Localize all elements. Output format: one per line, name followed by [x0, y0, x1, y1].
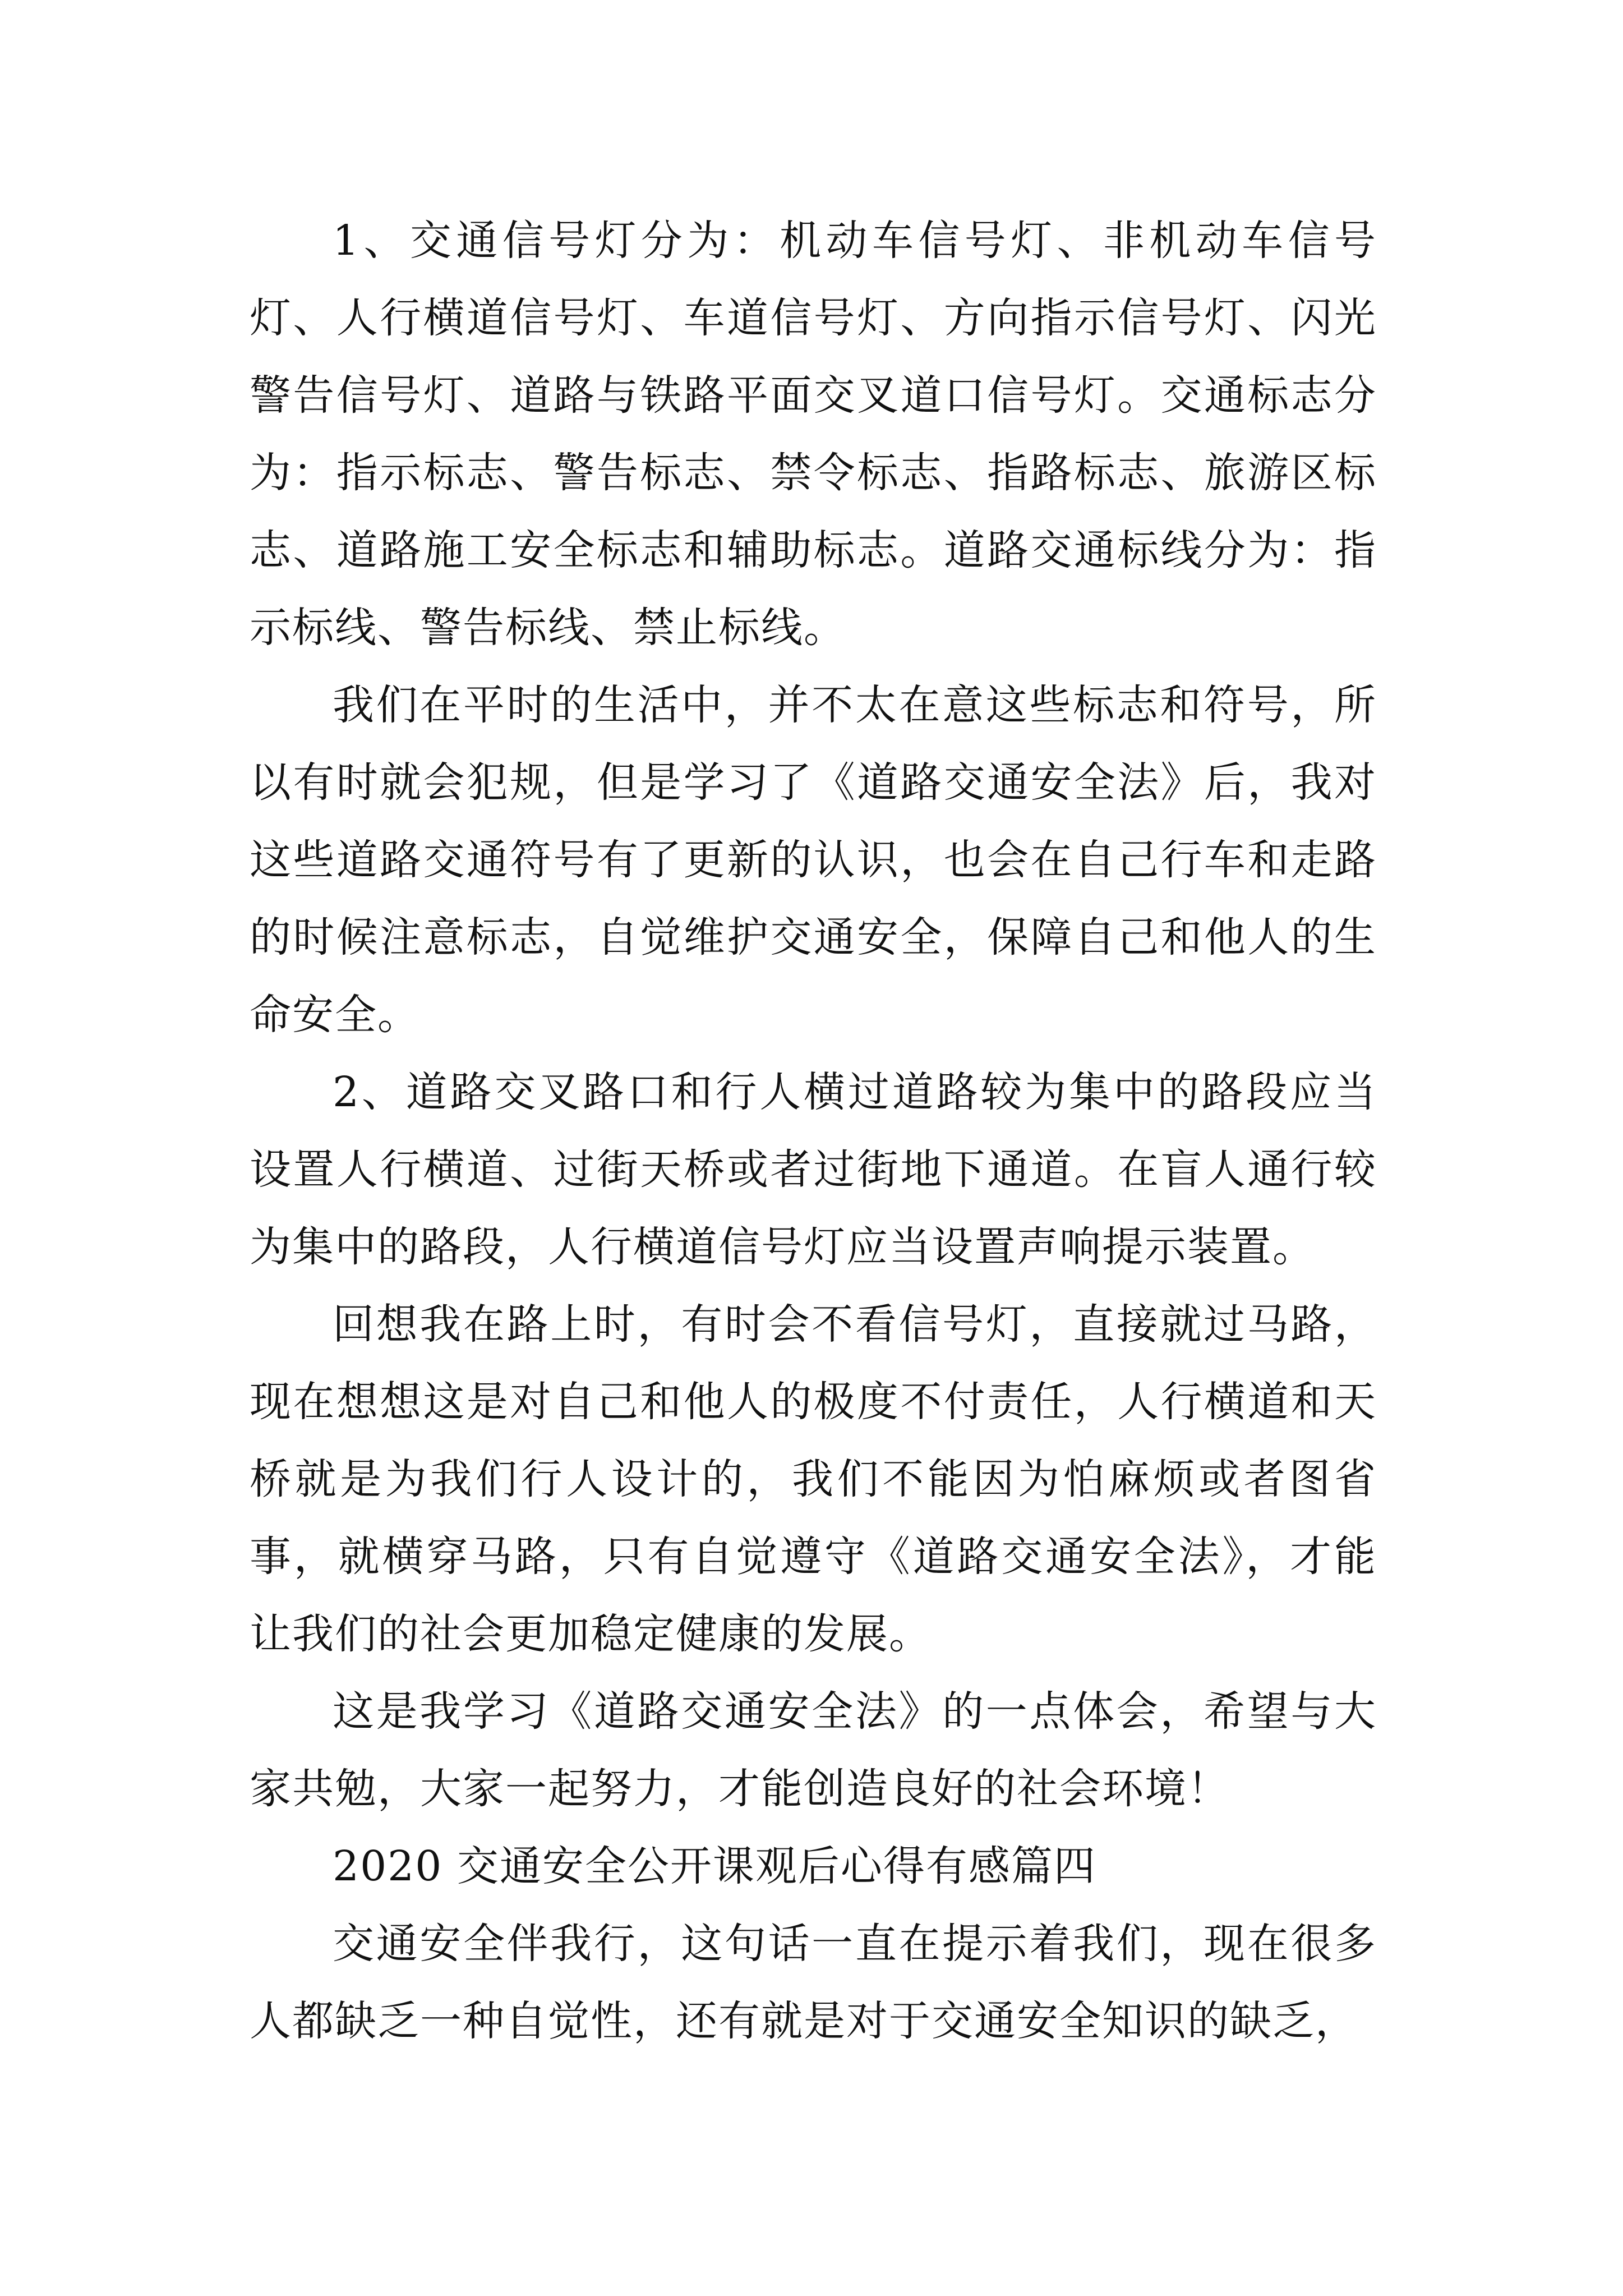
paragraph-section-four-intro: 交通安全伴我行，这句话一直在提示着我们，现在很多人都缺乏一种自觉性，还有就是对于交通安全知识的缺乏， — [250, 1920, 1377, 2045]
paragraph-reflection-crossing: 回想我在路上时，有时会不看信号灯，直接就过马路，现在想想这是对自己和他人的极度不付责任，人行横道和天桥就是为我们行人设计的，我们不能因为怕麻烦或者图省事，就横穿马路，只有自觉遵守《道路交通安全法》，才能让我们的社会更加稳定健康的发展。 — [250, 1300, 1377, 1658]
paragraph-traffic-signals: 1、交通信号灯分为：机动车信号灯、非机动车信号灯、人行横道信号灯、车道信号灯、方向指示信号灯、闪光警告信号灯、道路与铁路平面交叉道口信号灯。交通标志分为：指示标志、警告标志、禁令标志、指路标志、旅游区标志、道路施工安全标志和辅助标志。道路交通标线分为：指示标线、警告标线、禁止标线。 — [250, 217, 1377, 652]
section-heading: 2020 交通安全公开课观后心得有感篇四 — [333, 1842, 1096, 1890]
paragraph-crosswalks: 2、道路交叉路口和行人横过道路较为集中的路段应当设置人行横道、过街天桥或者过街地下通道。在盲人通行较为集中的路段，人行横道信号灯应当设置声响提示装置。 — [250, 1068, 1377, 1271]
paragraph-conclusion: 这是我学习《道路交通安全法》的一点体会，希望与大家共勉，大家一起努力，才能创造良好的社会环境！ — [250, 1687, 1377, 1813]
document-body — [250, 202, 1377, 2060]
paragraph-reflection-signs: 我们在平时的生活中，并不太在意这些标志和符号，所以有时就会犯规，但是学习了《道路交通安全法》后，我对这些道路交通符号有了更新的认识，也会在自己行车和走路的时候注意标志，自觉维护交通安全，保障自己和他人的生命安全。 — [250, 681, 1377, 1039]
